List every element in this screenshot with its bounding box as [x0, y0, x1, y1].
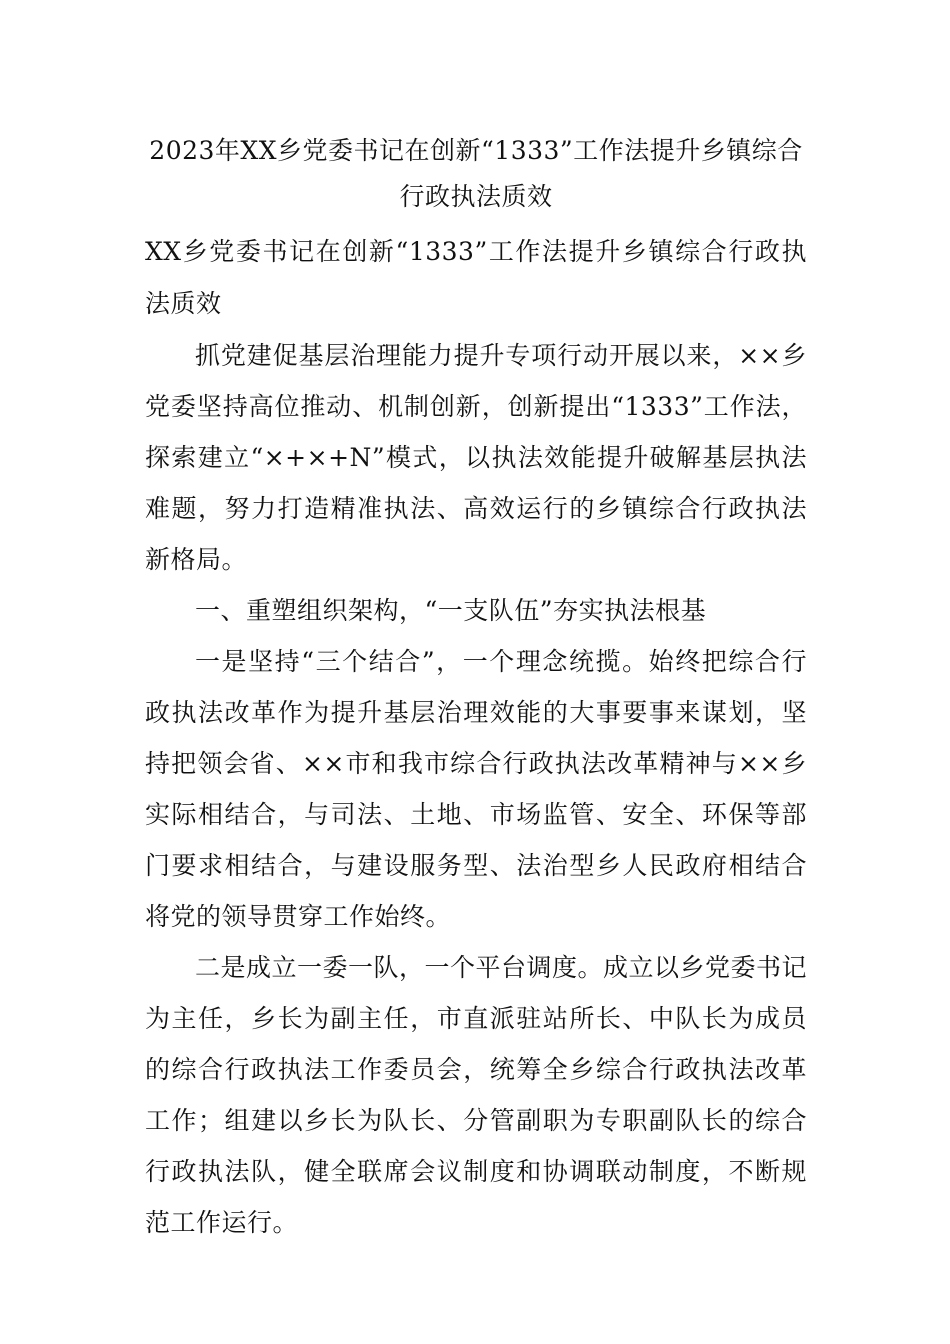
document-title: 2023年XX乡党委书记在创新“1333”工作法提升乡镇综合行政执法质效: [149, 136, 803, 211]
body-paragraph: 二是成立一委一队，一个平台调度。成立以乡党委书记为主任，乡长为副主任，市直派驻站所长、中队长为成员的综合行政执法工作委员会，统筹全乡综合行政执法改革工作；组建以乡长为队长、分管副职为专职副队长的综合行政执法队，健全联席会议制度和协调联动制度，不断规范工作运行。: [145, 953, 808, 1237]
document-body: [145, 128, 807, 1248]
section-heading: 一、重塑组织架构，“一支队伍”夯实执法根基: [195, 596, 707, 625]
body-paragraph: 一是坚持“三个结合”，一个理念统揽。始终把综合行政执法改革作为提升基层治理效能的大事要事来谋划，坚持把领会省、××市和我市综合行政执法改革精神与××乡实际相结合，与司法、土地、市场监管、安全、环保等部门要求相结合，与建设服务型、法治型乡人民政府相结合将党的领导贯穿工作始终。: [145, 647, 807, 931]
document-subtitle: XX乡党委书记在创新“1333”工作法提升乡镇综合行政执法质效: [145, 237, 807, 318]
intro-paragraph: 抓党建促基层治理能力提升专项行动开展以来，××乡党委坚持高位推动、机制创新，创新提出“1333”工作法，探索建立“×+×+N”模式，以执法效能提升破解基层执法难题，努力打造精准执法、高效运行的乡镇综合行政执法新格局。: [145, 341, 807, 574]
